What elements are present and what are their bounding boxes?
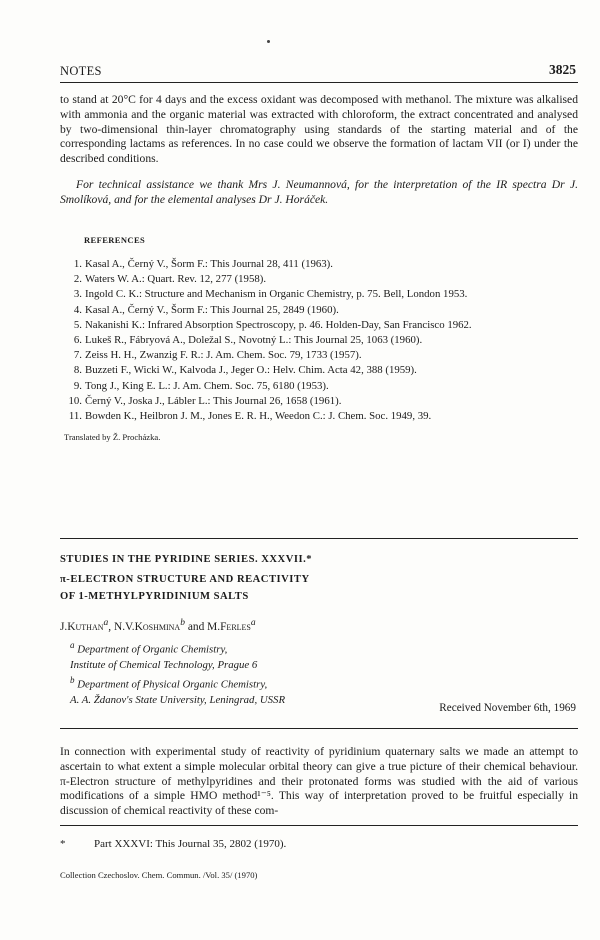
page-number: 3825: [549, 62, 576, 77]
header-rule: [60, 82, 578, 83]
affiliation-line: $^b$ Department of Physical Organic Chemistry,: [70, 675, 268, 691]
reference-item: 5. Nakanishi K.: Infrared Absorption Spectroscopy, p. 46. Holden-Day, San Francisco 1962.: [73, 318, 472, 331]
received-rule: [60, 728, 578, 729]
footnote-rule: [60, 825, 578, 826]
top-paragraph: to stand at 20°C for 4 days and the excess oxidant was decomposed with methanol. The mixture was alkalised with ammonia and the organic material was extracted with chloroform, the extract concentrated and analysed by two-dimensional thin-layer chromatography using standards of the starting material and of the corresponding lactams as references. In no case could we observe the formation of lactam VII (or I) under the described conditions.: [60, 93, 578, 166]
affiliation-line: Institute of Chemical Technology, Prague 6: [70, 659, 258, 671]
affiliation-line: A. A. Ždanov's State University, Leningrad, USSR: [70, 694, 286, 707]
author-list: J.Kuthan$^a$, N.V.Koshmina$^b$ and M.Ferles$^a$: [60, 618, 256, 633]
translator-note: Translated by Ž. Procházka.: [64, 432, 161, 442]
article-title: π-ELECTRON STRUCTURE AND REACTIVITY OF 1-METHYLPYRIDINIUM SALTS: [60, 574, 310, 602]
reference-list: [62, 257, 582, 424]
references-heading: REFERENCES: [84, 235, 146, 245]
received-date: Received November 6th, 1969: [439, 702, 576, 714]
footnote: * Part XXXVI: This Journal 35, 2802 (1970).: [60, 838, 287, 850]
reference-item: 3. Ingold C. K.: Structure and Mechanism in Organic Chemistry, p. 75. Bell, London 1953.: [73, 288, 468, 301]
reference-item: 4. Kasal A., Černý V., Šorm F.: This Journal 25, 2849 (1960).: [73, 303, 339, 316]
reference-item: 11. Bowden K., Heilbron J. M., Jones E. R. H., Weedon C.: J. Chem. Soc. 1949, 39.: [68, 410, 432, 423]
affiliation-line: $^a$ Department of Organic Chemistry,: [70, 640, 228, 656]
acknowledgement: For technical assistance we thank Mrs J. Neumannová, for the interpretation of the IR spectra Dr J. Smolíková, and for the elemental analyses Dr J. Horáček.: [60, 178, 578, 206]
reference-item: 10. Černý V., Joska J., Lábler L.: This Journal 26, 1658 (1961).: [68, 394, 342, 407]
reference-item: 7. Zeiss H. H., Zwanzig F. R.: J. Am. Chem. Soc. 79, 1733 (1957).: [73, 349, 362, 362]
reference-item: 8. Buzzeti F., Wicki W., Kalvoda J., Jeger O.: Helv. Chim. Acta 42, 388 (1959).: [73, 364, 417, 377]
reference-item: 2. Waters W. A.: Quart. Rev. 12, 277 (1958).: [73, 273, 267, 286]
stray-mark: [267, 40, 270, 43]
reference-item: 6. Lukeš R., Fábryová A., Doležal S., Novotný L.: This Journal 25, 1063 (1960).: [73, 334, 423, 347]
running-header: NOTES: [60, 64, 102, 78]
journal-footer: Collection Czechoslov. Chem. Commun. /Vol. 35/ (1970): [60, 870, 258, 880]
intro-paragraph: In connection with experimental study of reactivity of pyridinium quaternary salts we made an attempt to ascertain to what extent a simple molecular orbital theory can give a true picture of their chemical behaviour. π-Electron structure of methylpyridines and their protonated forms was studied with the aid of various modifications of a simple HMO method¹⁻⁵. This way of interpretation proved to be fruitful especially in discussion of chemical reactivity of these com-: [60, 745, 578, 818]
reference-item: 9. Tong J., King E. L.: J. Am. Chem. Soc. 75, 6180 (1953).: [73, 379, 329, 392]
affiliations: [70, 638, 520, 709]
article-separator-rule: [60, 538, 578, 539]
reference-item: 1. Kasal A., Černý V., Šorm F.: This Journal 28, 411 (1963).: [73, 258, 333, 270]
series-title: STUDIES IN THE PYRIDINE SERIES. XXXVII.*: [60, 554, 313, 565]
